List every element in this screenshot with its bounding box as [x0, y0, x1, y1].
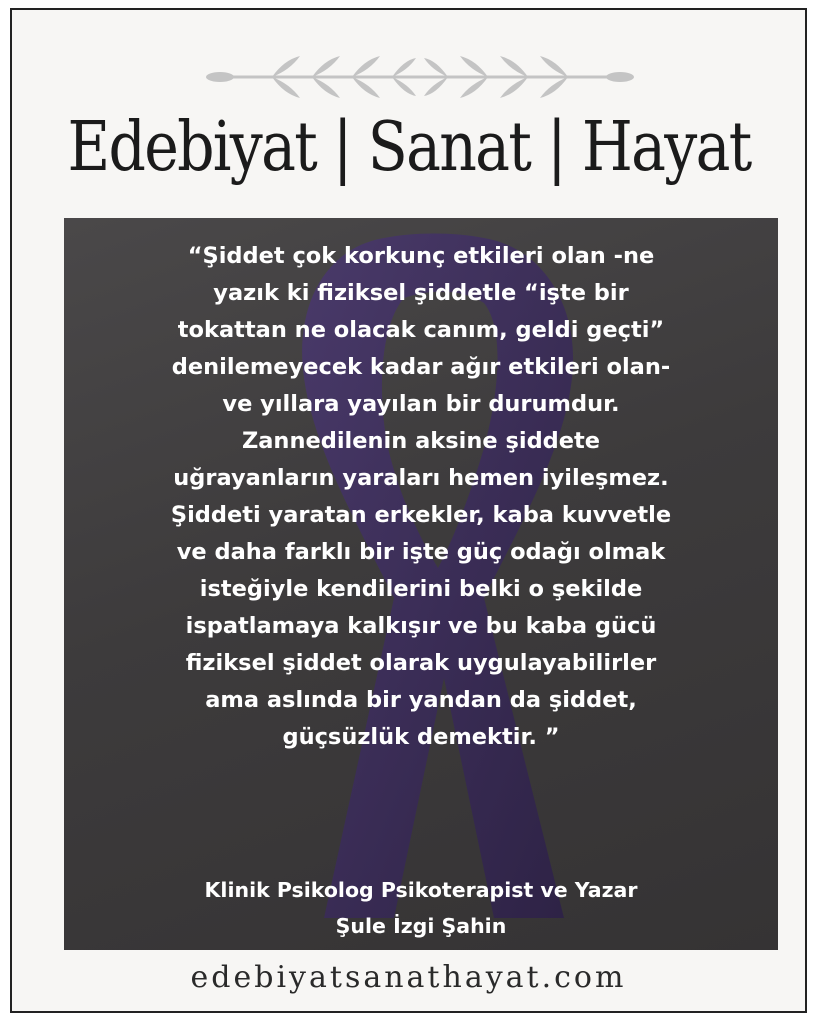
author-role: Klinik Psikolog Psikoterapist ve Yazar: [204, 878, 638, 902]
post-frame: [10, 8, 807, 1013]
page-title: Edebiyat | Sanat | Hayat: [67, 108, 751, 187]
author-name: Şule İzgi Şahin: [335, 914, 507, 938]
laurel-branch-icon: [202, 50, 638, 104]
website-footer: edebiyatsanathayat.com: [190, 960, 627, 995]
attribution: [64, 872, 778, 944]
quote-text: “Şiddet çok korkunç etkileri olan -ne yazık ki fiziksel şiddetle “işte bir tokattan ne olacak canım, geldi geçti” denilemeyecek kadar ağır etkileri olan- ve yıllara yayılan bir durumdur. Zannedilenin aksine şiddete uğrayanların yaraları hemen iyileşmez. Şiddeti yaratan erkekler, kaba kuvvetle ve daha farklı bir işte güç odağı olmak isteğiyle kendilerini belki o şekilde ispatlamaya kalkışır ve bu kaba gücü fiziksel şiddet olarak uygulayabilirler ama aslında bir yandan da şiddet, güçsüzlük demektir. ”: [170, 243, 672, 750]
quote-panel: [64, 218, 778, 950]
